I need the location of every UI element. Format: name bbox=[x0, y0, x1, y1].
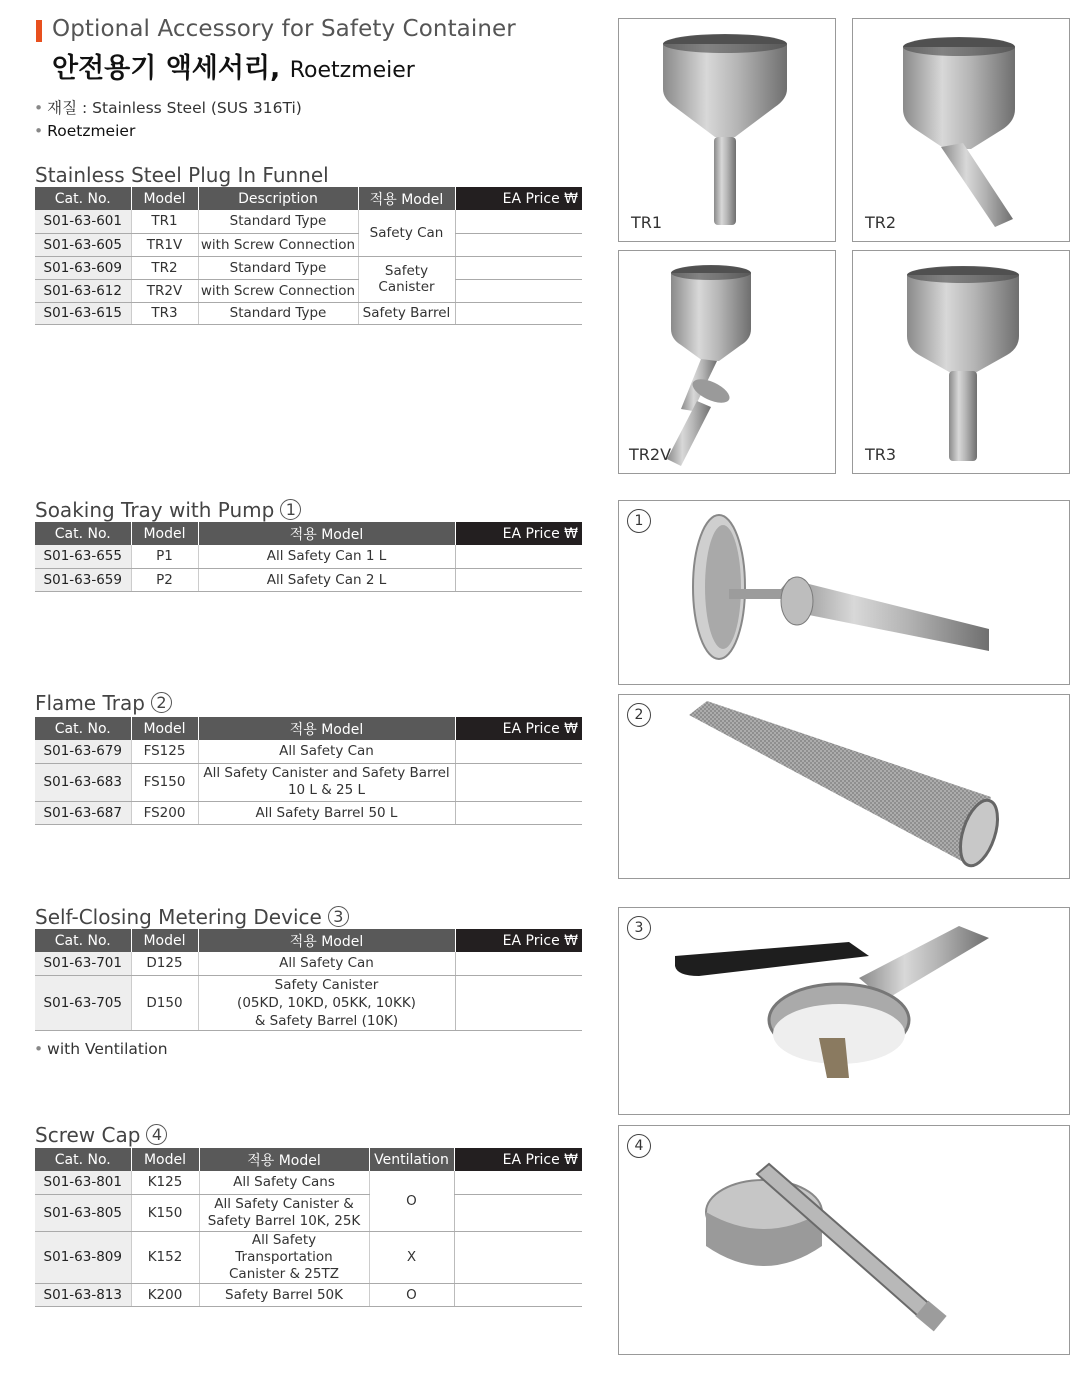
apply-model bbox=[198, 975, 455, 1030]
table-row bbox=[35, 952, 582, 975]
model: TR3 bbox=[131, 302, 198, 324]
model: FS150 bbox=[131, 763, 198, 801]
cat-no: S01-63-705 bbox=[35, 975, 131, 1030]
tr3-image bbox=[852, 250, 1070, 474]
tray-number: 1 bbox=[280, 499, 301, 520]
meter-table bbox=[35, 929, 582, 1031]
screw-cap-icon bbox=[619, 1126, 1069, 1354]
meter-image-number: 3 bbox=[627, 916, 651, 940]
funnel-header-row bbox=[35, 187, 582, 210]
ventilation-note-text: with Ventilation bbox=[47, 1040, 168, 1058]
tr1-label: TR1 bbox=[631, 213, 663, 232]
col-price: EA Price ₩ bbox=[455, 522, 582, 545]
price bbox=[455, 302, 582, 324]
tray-image bbox=[618, 500, 1070, 685]
model: TR2 bbox=[131, 256, 198, 279]
tray-section-title bbox=[35, 498, 301, 522]
apply-model bbox=[199, 1231, 369, 1283]
apply-line-1: All Safety Canister and Safety Barrel bbox=[203, 765, 450, 781]
cat-no: S01-63-609 bbox=[35, 256, 131, 279]
cat-no: S01-63-687 bbox=[35, 801, 131, 824]
price bbox=[455, 568, 582, 591]
cap-table bbox=[35, 1148, 582, 1307]
col-model: Model bbox=[131, 929, 198, 952]
flame-number: 2 bbox=[151, 692, 172, 713]
price bbox=[455, 763, 582, 801]
ventilation-note: • with Ventilation bbox=[34, 1040, 168, 1058]
maker-text: Roetzmeier bbox=[47, 122, 136, 140]
cat-no: S01-63-612 bbox=[35, 279, 131, 302]
price bbox=[455, 256, 582, 279]
price bbox=[454, 1194, 582, 1231]
ventilation: O bbox=[369, 1283, 454, 1306]
apply-line-1: Safety Canister bbox=[274, 976, 379, 993]
description: Standard Type bbox=[198, 210, 358, 233]
title-ko-text: 안전용기 액세서리, bbox=[52, 53, 281, 84]
cat-no: S01-63-659 bbox=[35, 568, 131, 591]
apply-model: Safety Can bbox=[358, 210, 455, 256]
col-apply: 적용 Model bbox=[198, 522, 455, 545]
col-cat: Cat. No. bbox=[35, 717, 131, 740]
cap-image-number: 4 bbox=[627, 1134, 651, 1158]
tr2v-label: TR2V bbox=[629, 445, 672, 464]
col-model: Model bbox=[131, 522, 198, 545]
apply-line-2: Canister & 25TZ bbox=[229, 1265, 339, 1282]
model: TR1V bbox=[131, 233, 198, 256]
price bbox=[455, 233, 582, 256]
description: with Screw Connection bbox=[198, 279, 358, 302]
table-row bbox=[35, 975, 582, 1030]
meter-image bbox=[618, 907, 1070, 1115]
model: P1 bbox=[131, 545, 198, 568]
apply-model: All Safety Can bbox=[198, 952, 455, 975]
header-accent-bar bbox=[36, 20, 42, 42]
price bbox=[455, 952, 582, 975]
model: TR1 bbox=[131, 210, 198, 233]
col-apply: 적용 Model bbox=[358, 187, 455, 210]
table-row bbox=[35, 1283, 582, 1306]
table-row bbox=[35, 302, 582, 324]
model: K200 bbox=[131, 1283, 199, 1306]
col-model: Model bbox=[131, 1148, 199, 1171]
flame-section-title bbox=[35, 691, 172, 715]
apply-model: Safety Barrel 50K bbox=[199, 1283, 369, 1306]
flame-title-text: Flame Trap bbox=[35, 691, 145, 715]
tr2v-funnel-icon bbox=[619, 251, 835, 473]
description: with Screw Connection bbox=[198, 233, 358, 256]
flame-table bbox=[35, 717, 582, 825]
page-title-en: Optional Accessory for Safety Container bbox=[52, 16, 516, 42]
col-price: EA Price ₩ bbox=[455, 187, 582, 210]
apply-line-3: & Safety Barrel (10K) bbox=[254, 1012, 399, 1029]
col-cat: Cat. No. bbox=[35, 522, 131, 545]
meter-header-row bbox=[35, 929, 582, 952]
col-price: EA Price ₩ bbox=[455, 929, 582, 952]
table-row bbox=[35, 763, 582, 801]
apply-line-2: 10 L & 25 L bbox=[287, 782, 366, 798]
flame-image bbox=[618, 694, 1070, 879]
tr3-funnel-icon bbox=[853, 251, 1069, 473]
tr1-funnel-icon bbox=[619, 19, 835, 241]
cat-no: S01-63-805 bbox=[35, 1194, 131, 1231]
cap-section-title bbox=[35, 1123, 167, 1147]
price bbox=[455, 545, 582, 568]
model: P2 bbox=[131, 568, 198, 591]
price bbox=[455, 210, 582, 233]
material-line: • 재질 : Stainless Steel (SUS 316Ti) bbox=[34, 99, 302, 117]
tray-header-row bbox=[35, 522, 582, 545]
col-cat: Cat. No. bbox=[35, 929, 131, 952]
table-row bbox=[35, 1231, 582, 1283]
meter-number: 3 bbox=[328, 906, 349, 927]
col-apply: 적용 Model bbox=[199, 1148, 369, 1171]
flame-trap-mesh-icon bbox=[619, 695, 1069, 878]
ventilation: X bbox=[369, 1231, 454, 1283]
cat-no: S01-63-615 bbox=[35, 302, 131, 324]
tray-table bbox=[35, 522, 582, 592]
price bbox=[454, 1171, 582, 1194]
cat-no: S01-63-701 bbox=[35, 952, 131, 975]
table-row bbox=[35, 740, 582, 763]
tr2v-image bbox=[618, 250, 836, 474]
apply-model: All Safety Barrel 50 L bbox=[198, 801, 455, 824]
model: TR2V bbox=[131, 279, 198, 302]
table-row bbox=[35, 210, 582, 233]
table-row bbox=[35, 568, 582, 591]
tr2-label: TR2 bbox=[865, 213, 897, 232]
col-cat: Cat. No. bbox=[35, 1148, 131, 1171]
price bbox=[454, 1283, 582, 1306]
col-model: Model bbox=[131, 717, 198, 740]
col-apply: 적용 Model bbox=[198, 929, 455, 952]
maker-line: • Roetzmeier bbox=[34, 122, 136, 140]
tr1-image bbox=[618, 18, 836, 242]
table-row bbox=[35, 1194, 582, 1231]
col-model: Model bbox=[131, 187, 198, 210]
price bbox=[454, 1231, 582, 1283]
material-text: 재질 : Stainless Steel (SUS 316Ti) bbox=[47, 99, 302, 117]
cat-no: S01-63-683 bbox=[35, 763, 131, 801]
price bbox=[455, 975, 582, 1030]
col-desc: Description bbox=[198, 187, 358, 210]
apply-model bbox=[198, 763, 455, 801]
col-price: EA Price ₩ bbox=[454, 1148, 582, 1171]
table-row bbox=[35, 233, 582, 256]
page-title-ko bbox=[52, 46, 415, 85]
tr3-label: TR3 bbox=[865, 445, 897, 464]
cap-header-row bbox=[35, 1148, 582, 1171]
price bbox=[455, 801, 582, 824]
funnel-section-title: Stainless Steel Plug In Funnel bbox=[35, 163, 329, 187]
cat-no: S01-63-809 bbox=[35, 1231, 131, 1283]
title-brand: Roetzmeier bbox=[289, 58, 415, 83]
model: D150 bbox=[131, 975, 198, 1030]
price bbox=[455, 279, 582, 302]
model: FS125 bbox=[131, 740, 198, 763]
apply-model: All Safety Can bbox=[198, 740, 455, 763]
table-row bbox=[35, 256, 582, 279]
description: Standard Type bbox=[198, 256, 358, 279]
flame-header-row bbox=[35, 717, 582, 740]
cat-no: S01-63-601 bbox=[35, 210, 131, 233]
apply-line-1: All Safety Canister & bbox=[214, 1195, 354, 1212]
cat-no: S01-63-813 bbox=[35, 1283, 131, 1306]
cat-no: S01-63-679 bbox=[35, 740, 131, 763]
metering-device-icon bbox=[619, 908, 1069, 1114]
model: K125 bbox=[131, 1171, 199, 1194]
apply-line-2: Safety Barrel 10K, 25K bbox=[207, 1212, 361, 1229]
cat-no: S01-63-605 bbox=[35, 233, 131, 256]
apply-model: All Safety Can 2 L bbox=[198, 568, 455, 591]
tr2-image bbox=[852, 18, 1070, 242]
apply-model bbox=[199, 1194, 369, 1231]
apply-line-1: All Safety Transportation bbox=[235, 1231, 333, 1265]
soaking-tray-pump-icon bbox=[619, 501, 1069, 684]
cap-number: 4 bbox=[146, 1124, 167, 1145]
cap-title-text: Screw Cap bbox=[35, 1123, 141, 1147]
flame-image-number: 2 bbox=[627, 703, 651, 727]
meter-section-title bbox=[35, 905, 349, 929]
price bbox=[455, 740, 582, 763]
apply-model: All Safety Can 1 L bbox=[198, 545, 455, 568]
meter-title-text: Self-Closing Metering Device bbox=[35, 905, 322, 929]
cap-image bbox=[618, 1125, 1070, 1355]
cat-no: S01-63-801 bbox=[35, 1171, 131, 1194]
model: D125 bbox=[131, 952, 198, 975]
description: Standard Type bbox=[198, 302, 358, 324]
tray-title-text: Soaking Tray with Pump bbox=[35, 498, 275, 522]
model: FS200 bbox=[131, 801, 198, 824]
apply-model: Safety Barrel bbox=[358, 302, 455, 324]
apply-line-2: (05KD, 10KD, 05KK, 10KK) bbox=[237, 994, 416, 1011]
col-ventilation: Ventilation bbox=[369, 1148, 454, 1171]
funnel-table bbox=[35, 187, 582, 325]
ventilation: O bbox=[369, 1171, 454, 1231]
tr2-funnel-icon bbox=[853, 19, 1069, 241]
col-apply: 적용 Model bbox=[198, 717, 455, 740]
col-cat: Cat. No. bbox=[35, 187, 131, 210]
model: K150 bbox=[131, 1194, 199, 1231]
table-row bbox=[35, 545, 582, 568]
apply-model: Safety Canister bbox=[358, 256, 455, 302]
cat-no: S01-63-655 bbox=[35, 545, 131, 568]
table-row bbox=[35, 279, 582, 302]
model: K152 bbox=[131, 1231, 199, 1283]
apply-model: All Safety Cans bbox=[199, 1171, 369, 1194]
col-price: EA Price ₩ bbox=[455, 717, 582, 740]
table-row bbox=[35, 1171, 582, 1194]
tray-image-number: 1 bbox=[627, 509, 651, 533]
table-row bbox=[35, 801, 582, 824]
